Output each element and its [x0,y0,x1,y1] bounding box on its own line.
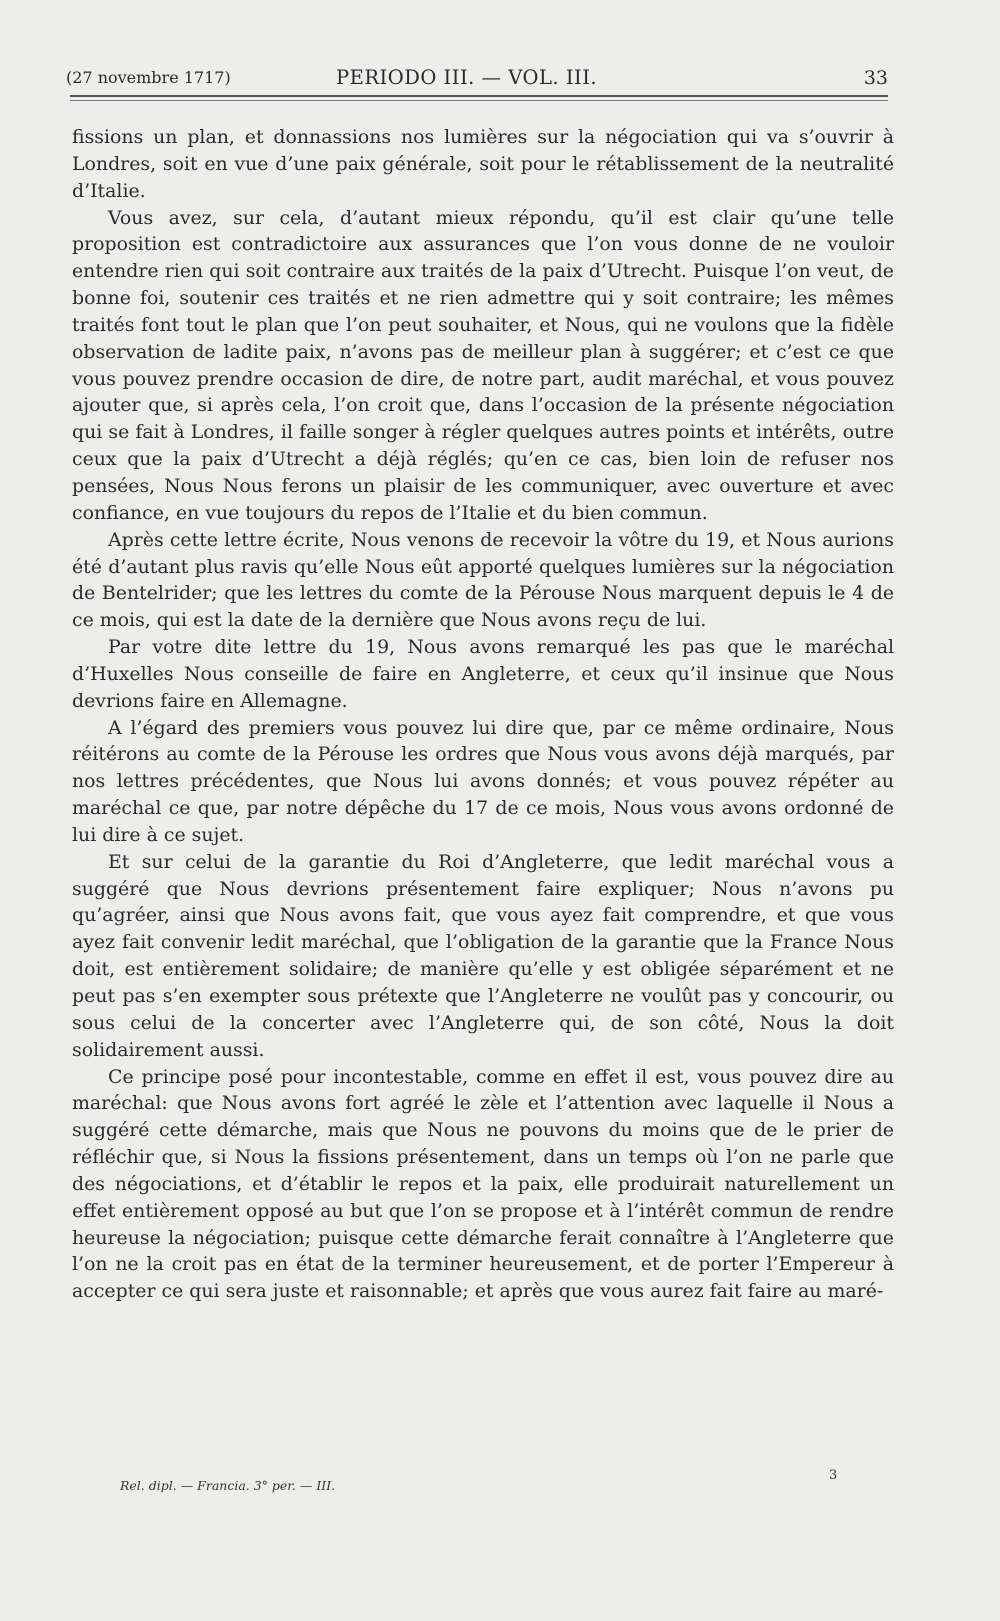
paragraph: Après cette lettre écrite, Nous venons de recevoir la vôtre du 19, et Nous aurions été d’autant plus ravis qu’elle Nous eût apporté quelques lumières sur la négociation de Bentelrider; que les lettres du comte de la Pérouse Nous marquent depuis le 4 de ce mois, qui est la date de la dernière que Nous avons reçu de lui. [72,528,894,632]
paragraph: Par votre dite lettre du 19, Nous avons remarqué les pas que le maréchal d’Huxelles Nous conseille de faire en Angleterre, et ceux qu’il insinue que Nous devrions faire en Allemagne. [72,636,894,712]
body-text [72,124,894,1305]
header-rule-bottom [70,100,888,101]
paragraph: Vous avez, sur cela, d’autant mieux répondu, qu’il est clair qu’une telle proposition est contradictoire aux assurances que l’on vous donne de ne vouloir entendre rien qui soit contraire aux traités de la paix d’Utrecht. Puisque l’on veut, de bonne foi, soutenir ces traités et ne rien admettre qui y soit contraire; les mêmes traités font tout le plan que l’on peut souhaiter, et Nous, qui ne voulons que la fidèle observation de ladite paix, n’avons pas de meilleur plan à suggérer; et c’est ce que vous pouvez prendre occasion de dire, de notre part, audit maréchal, et vous pouvez ajouter que, si après cela, l’on croit que, dans l’occasion de la présente négociation qui se fait à Londres, il faille songer à régler quelques autres points et intérêts, outre ceux que la paix d’Utrecht a déjà réglés; qu’en ce cas, bien loin de refuser nos pensées, Nous Nous ferons un plaisir de les communiquer, avec ouverture et avec confiance, en vue toujours du repos de l’Italie et du bien commun. [72,206,894,524]
signature-mark: 3 [829,1468,838,1483]
paragraph: A l’égard des premiers vous pouvez lui dire que, par ce même ordinaire, Nous réitérons au comte de la Pérouse les ordres que Nous vous avons déjà marqués, par nos lettres précédentes, que Nous lui avons donnés; et vous pouvez répéter au maréchal ce que, par notre dépêche du 17 de ce mois, Nous vous avons ordonné de lui dire à ce sujet. [72,716,894,846]
paragraph: fissions un plan, et donnassions nos lumières sur la négociation qui va s’ouvrir à Londres, soit en vue d’une paix générale, soit pour le rétablissement de la neutralité d’Italie. [72,126,894,202]
page-number: 33 [863,67,888,89]
running-head [66,63,888,93]
header-volume-title: PERIODO III. — VOL. III. [336,66,598,89]
header-rule-top [70,95,888,97]
footer-note: Rel. dipl. — Francia. 3° per. — III. [120,1478,336,1493]
header-date: (27 novembre 1717) [66,68,231,87]
paragraph: Et sur celui de la garantie du Roi d’Angleterre, que ledit maréchal vous a suggéré que Nous devrions présentement faire expliquer; Nous n’avons pu qu’agréer, ainsi que Nous avons fait, que vous ayez fait comprendre, et que vous ayez fait convenir ledit maréchal, que l’obligation de la garantie que la France Nous doit, est entièrement solidaire; de manière qu’elle y est obligée séparément et ne peut pas s’en exempter sous prétexte que l’Angleterre ne voulût pas y concourir, ou sous celui de la concerter avec l’Angleterre qui, de son côté, Nous la doit solidairement aussi. [72,850,894,1061]
paragraph: Ce principe posé pour incontestable, comme en effet il est, vous pouvez dire au maréchal: que Nous avons fort agréé le zèle et l’attention avec laquelle il Nous a suggéré cette démarche, mais que Nous ne pouvons du moins que de le prier de réfléchir que, si Nous la fissions présentement, dans un temps où l’on ne parle que des négociations, et d’établir le repos et la paix, elle produirait naturellement un effet entièrement opposé au but que l’on se propose et à l’intérêt commun de rendre heureuse la négociation; puisque cette démarche ferait connaître à l’Angleterre que l’on ne la croit pas en état de la terminer heureusement, et de porter l’Empereur à accepter ce qui sera juste et raisonnable; et après que vous aurez fait faire au maré- [72,1065,894,1303]
